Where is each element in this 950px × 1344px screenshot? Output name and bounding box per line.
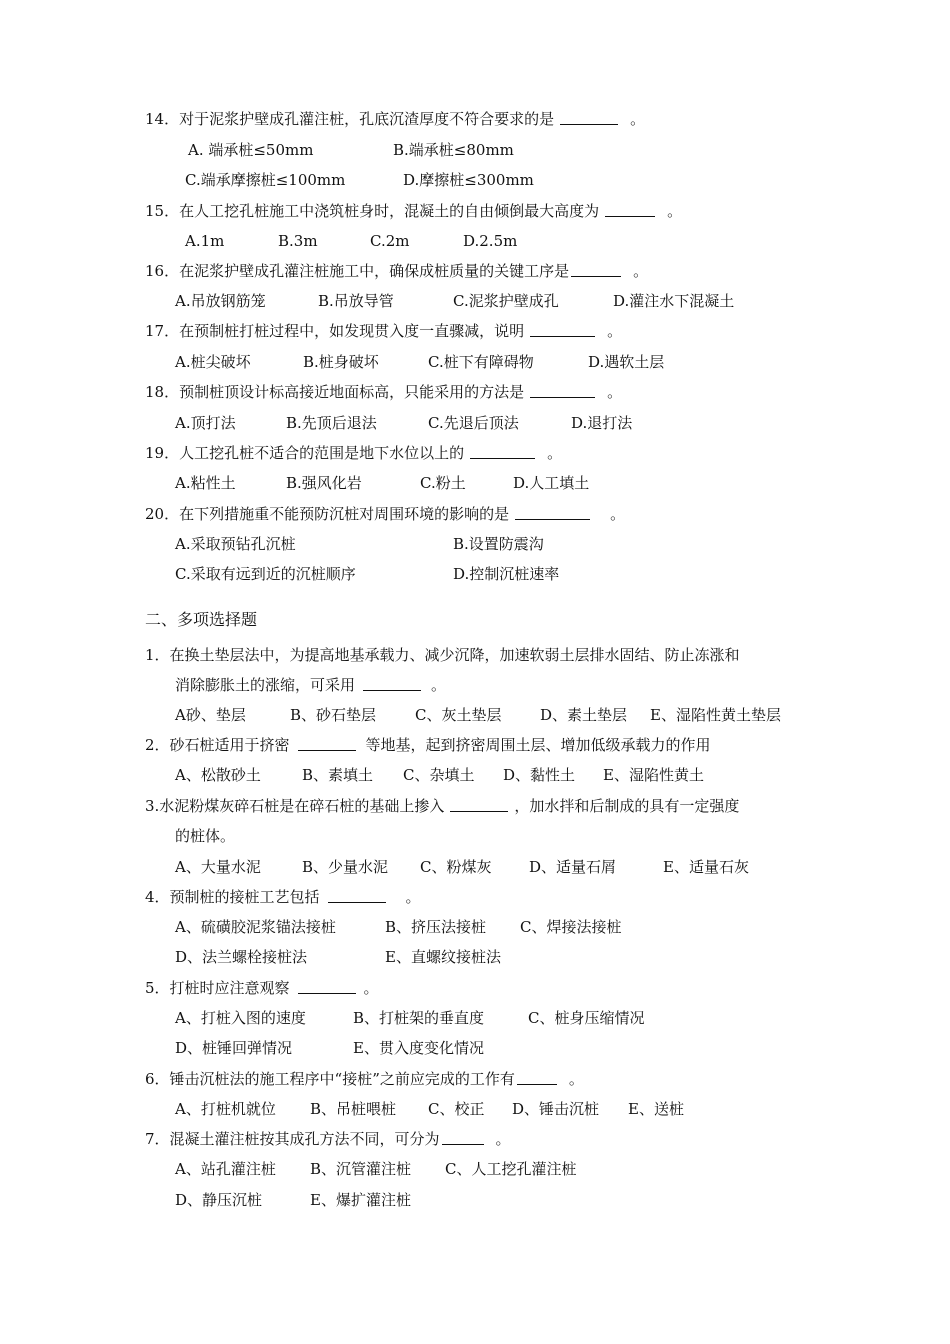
option-16c: C.泥浆护壁成孔 (453, 292, 559, 310)
option-16b: B.吊放导管 (318, 292, 394, 310)
question-18: 18．预制桩顶设计标高接近地面标高，只能采用的方法是 。 (145, 383, 623, 401)
question-16: 16．在泥浆护壁成孔灌注桩施工中，确保成桩质量的关键工序是 。 (145, 262, 649, 280)
option-15a: A.1m (185, 232, 225, 250)
question-17: 17．在预制桩打桩过程中，如发现贯入度一直骤减，说明 。 (145, 322, 623, 340)
option-14c: C.端承摩擦桩≤100mm (185, 171, 346, 189)
mc-option-1b: B、砂石垫层 (290, 706, 377, 724)
answer-blank (298, 736, 356, 751)
mc-question-2: 2．砂石桩适用于挤密 等地基，起到挤密周围土层、增加低级承载力的作用 (145, 736, 711, 754)
mc-option-1a: A砂、垫层 (175, 706, 246, 724)
mc-question-3-cont: 的桩体。 (175, 827, 236, 845)
answer-blank (450, 797, 508, 812)
mc-option-4d: D、法兰螺栓接桩法 (175, 948, 308, 966)
option-14b: B.端承桩≤80mm (393, 141, 514, 159)
option-15b: B.3m (278, 232, 318, 250)
option-17c: C.桩下有障碍物 (428, 353, 534, 371)
question-15: 15．在人工挖孔桩施工中浇筑桩身时，混凝土的自由倾倒最大高度为 。 (145, 202, 683, 220)
mc-question-7: 7．混凝土灌注桩按其成孔方法不同，可分为 。 (145, 1130, 511, 1148)
option-20c: C.采取有远到近的沉桩顺序 (175, 565, 356, 583)
mc-option-3a: A、大量水泥 (175, 858, 261, 876)
option-18c: C.先退后顶法 (428, 414, 519, 432)
answer-blank (298, 979, 356, 994)
option-16d: D.灌注水下混凝土 (613, 292, 735, 310)
section-title-multiple-choice: 二、多项选择题 (145, 610, 258, 629)
mc-option-7d: D、静压沉桩 (175, 1191, 263, 1209)
answer-blank (530, 322, 595, 337)
option-19d: D.人工填土 (513, 474, 590, 492)
mc-option-7c: C、人工挖孔灌注桩 (445, 1160, 577, 1178)
mc-option-7e: E、爆扩灌注桩 (310, 1191, 411, 1209)
answer-blank (517, 1070, 557, 1085)
mc-question-1-cont: 消除膨胀土的涨缩，可采用 。 (175, 676, 447, 694)
mc-question-1: 1．在换土垫层法中，为提高地基承载力、减少沉降，加速软弱土层排水固结、防止冻涨和 (145, 646, 740, 664)
mc-option-4b: B、挤压法接桩 (385, 918, 487, 936)
answer-blank (571, 262, 621, 277)
option-20b: B.设置防震沟 (453, 535, 544, 553)
mc-option-2a: A、松散砂土 (175, 766, 261, 784)
mc-option-1d: D、素土垫层 (540, 706, 628, 724)
answer-blank (470, 444, 535, 459)
option-14a: A. 端承桩≤50mm (188, 141, 314, 159)
mc-option-4e: E、直螺纹接桩法 (385, 948, 501, 966)
option-19a: A.粘性土 (175, 474, 236, 492)
mc-option-3e: E、适量石灰 (663, 858, 749, 876)
mc-option-6e: E、送桩 (628, 1100, 684, 1118)
option-16a: A.吊放钢筋笼 (175, 292, 266, 310)
option-19c: C.粉土 (420, 474, 466, 492)
mc-option-1e: E、湿陷性黄土垫层 (650, 706, 781, 724)
question-20: 20．在下列措施重不能预防沉桩对周围环境的影响的是 。 (145, 505, 626, 523)
mc-option-7b: B、沉管灌注桩 (310, 1160, 412, 1178)
mc-option-6a: A、打桩机就位 (175, 1100, 276, 1118)
mc-option-2c: C、杂填土 (403, 766, 475, 784)
option-20a: A.采取预钻孔沉桩 (175, 535, 296, 553)
mc-option-7a: A、站孔灌注桩 (175, 1160, 276, 1178)
mc-option-6b: B、吊桩喂桩 (310, 1100, 397, 1118)
mc-option-5b: B、打桩架的垂直度 (353, 1009, 485, 1027)
mc-option-3d: D、适量石屑 (529, 858, 617, 876)
option-17b: B.桩身破坏 (303, 353, 379, 371)
option-18b: B.先顶后退法 (286, 414, 377, 432)
mc-option-2b: B、素填土 (302, 766, 374, 784)
mc-option-4a: A、硫磺胶泥浆锚法接桩 (175, 918, 336, 936)
mc-question-5: 5．打桩时应注意观察 。 (145, 979, 379, 997)
answer-blank (560, 110, 618, 125)
answer-blank (605, 202, 655, 217)
option-17a: A.桩尖破坏 (175, 353, 251, 371)
mc-option-3c: C、粉煤灰 (420, 858, 492, 876)
mc-option-4c: C、焊接法接桩 (520, 918, 622, 936)
answer-blank (515, 505, 590, 520)
mc-option-2d: D、黏性土 (503, 766, 576, 784)
mc-option-5a: A、打桩入图的速度 (175, 1009, 306, 1027)
option-14d: D.摩擦桩≤300mm (403, 171, 534, 189)
mc-question-6: 6．锤击沉桩法的施工程序中“接桩”之前应完成的工作有 。 (145, 1070, 584, 1088)
answer-blank (530, 383, 595, 398)
mc-question-3: 3.水泥粉煤灰碎石桩是在碎石桩的基础上掺入 ，加水拌和后制成的具有一定强度 (145, 797, 740, 815)
mc-option-5d: D、桩锤回弹情况 (175, 1039, 293, 1057)
mc-option-6c: C、校正 (428, 1100, 485, 1118)
option-20d: D.控制沉桩速率 (453, 565, 560, 583)
mc-option-6d: D、锤击沉桩 (512, 1100, 600, 1118)
option-15c: C.2m (370, 232, 410, 250)
mc-option-5e: E、贯入度变化情况 (353, 1039, 484, 1057)
mc-option-1c: C、灰土垫层 (415, 706, 502, 724)
mc-option-5c: C、桩身压缩情况 (528, 1009, 645, 1027)
option-15d: D.2.5m (463, 232, 518, 250)
answer-blank (328, 888, 386, 903)
option-18d: D.退打法 (571, 414, 633, 432)
answer-blank (363, 676, 421, 691)
option-17d: D.遇软土层 (588, 353, 665, 371)
mc-option-3b: B、少量水泥 (302, 858, 389, 876)
answer-blank (442, 1130, 484, 1145)
question-14: 14．对于泥浆护壁成孔灌注桩，孔底沉渣厚度不符合要求的是 。 (145, 110, 646, 128)
option-18a: A.顶打法 (175, 414, 236, 432)
mc-question-4: 4．预制桩的接桩工艺包括 。 (145, 888, 421, 906)
option-19b: B.强风化岩 (286, 474, 362, 492)
mc-option-2e: E、湿陷性黄土 (603, 766, 704, 784)
question-19: 19．人工挖孔桩不适合的范围是地下水位以上的 。 (145, 444, 563, 462)
